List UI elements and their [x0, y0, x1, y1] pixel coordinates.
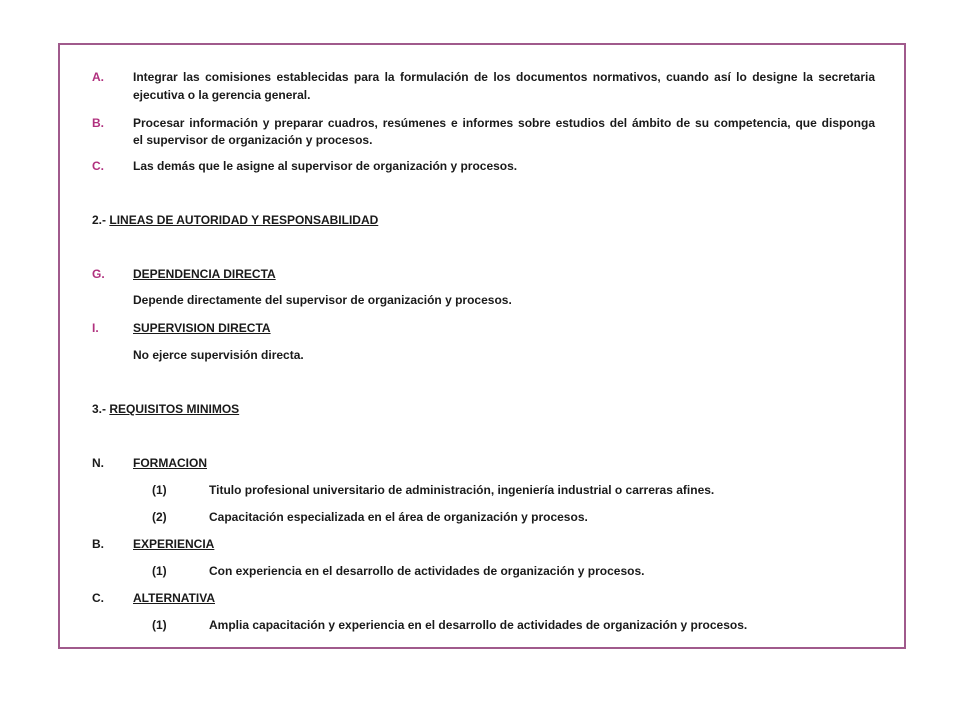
item-text: Depende directamente del supervisor de organización y procesos. — [133, 293, 512, 307]
sub-item-text: Con experiencia en el desarrollo de actividades de organización y procesos. — [209, 564, 645, 578]
function-text-line: Las demás que le asigne al supervisor de organización y procesos. — [133, 159, 518, 173]
section-heading — [92, 211, 378, 229]
sub-item-number: (1) — [152, 483, 167, 497]
item-heading: SUPERVISION DIRECTA — [133, 321, 271, 335]
function-text-line: Integrar las comisiones establecidas para la formulación de los documentos normativos, cuando así lo designe la secretaria — [133, 70, 875, 84]
sub-item-text: Capacitación especializada en el área de organización y procesos. — [209, 510, 588, 524]
item-text: No ejerce supervisión directa. — [133, 348, 304, 362]
function-marker: B. — [92, 116, 104, 130]
item-marker: N. — [92, 456, 104, 470]
item-marker: G. — [92, 267, 105, 281]
function-marker: C. — [92, 159, 104, 173]
item-marker: I. — [92, 321, 99, 335]
section-number: 2.- — [92, 213, 107, 227]
item-heading: DEPENDENCIA DIRECTA — [133, 267, 276, 281]
section-heading — [92, 400, 239, 418]
item-heading: EXPERIENCIA — [133, 537, 215, 551]
section-title: REQUISITOS MINIMOS — [109, 402, 240, 416]
item-heading: FORMACION — [133, 456, 207, 470]
sub-item-text: Titulo profesional universitario de administración, ingeniería industrial o carreras afines. — [209, 483, 715, 497]
sub-item-text: Amplia capacitación y experiencia en el desarrollo de actividades de organización y procesos. — [209, 618, 748, 632]
sub-item-number: (1) — [152, 564, 167, 578]
function-marker: A. — [92, 70, 104, 84]
function-text-line: ejecutiva o la gerencia general. — [133, 88, 311, 102]
sub-item-number: (2) — [152, 510, 167, 524]
item-marker: C. — [92, 591, 104, 605]
sub-item-number: (1) — [152, 618, 167, 632]
function-text-line: Procesar información y preparar cuadros, resúmenes e informes sobre estudios del ámbito de su competencia, que disponga — [133, 116, 875, 130]
item-marker: B. — [92, 537, 104, 551]
section-number: 3.- — [92, 402, 107, 416]
function-text-line: el supervisor de organización y procesos. — [133, 133, 373, 147]
section-title: LINEAS DE AUTORIDAD Y RESPONSABILIDAD — [109, 213, 379, 227]
item-heading: ALTERNATIVA — [133, 591, 215, 605]
